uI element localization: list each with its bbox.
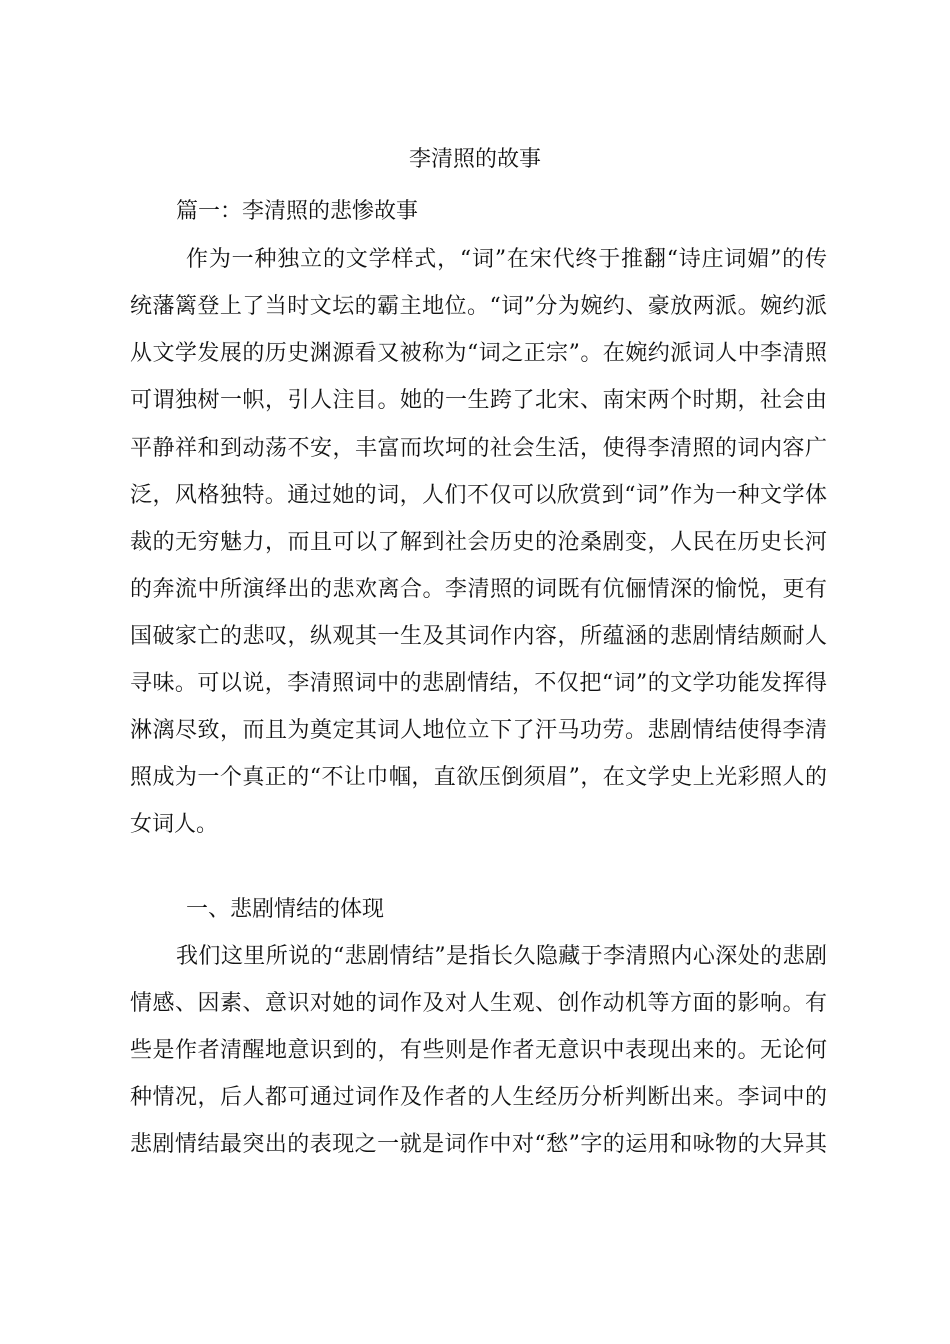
paragraph-line: 女词人。 — [130, 812, 219, 837]
paragraph-line: 些是作者清醒地意识到的，有些则是作者无意识中表现出来的。无论何 — [130, 1038, 827, 1063]
paragraph-line: 统藩篱登上了当时文坛的霸主地位。“词”分为婉约、豪放两派。婉约派 — [130, 294, 827, 319]
paragraph-line: 照成为一个真正的“不让巾帼，直欲压倒须眉”，在文学史上光彩照人的 — [130, 765, 827, 790]
section-heading: 一、悲剧情结的体现 — [186, 897, 385, 922]
paragraph-line: 情感、因素、意识对她的词作及对人生观、创作动机等方面的影响。有 — [130, 991, 827, 1016]
paragraph-line: 泛，风格独特。通过她的词，人们不仅可以欣赏到“词”作为一种文学体 — [130, 483, 827, 508]
paragraph-line: 寻味。可以说，李清照词中的悲剧情结，不仅把“词”的文学功能发挥得 — [130, 671, 827, 696]
paragraph-line: 种情况，后人都可通过词作及作者的人生经历分析判断出来。李词中的 — [130, 1085, 827, 1110]
paragraph-line: 从文学发展的历史渊源看又被称为“词之正宗”。在婉约派词人中李清照 — [130, 341, 827, 366]
paragraph-line: 作为一种独立的文学样式，“词”在宋代终于推翻“诗庄词媚”的传 — [186, 247, 827, 272]
paragraph-line: 淋漓尽致，而且为奠定其词人地位立下了汗马功劳。悲剧情结使得李清 — [130, 718, 827, 743]
paragraph-line: 的奔流中所演绎出的悲欢离合。李清照的词既有伉俪情深的愉悦，更有 — [130, 577, 827, 602]
paragraph-line: 可谓独树一帜，引人注目。她的一生跨了北宋、南宋两个时期，社会由 — [130, 388, 827, 413]
chapter-heading: 篇一：李清照的悲惨故事 — [176, 199, 419, 224]
paragraph-line: 我们这里所说的“悲剧情结”是指长久隐藏于李清照内心深处的悲剧 — [176, 944, 827, 969]
paragraph-line: 裁的无穷魅力，而且可以了解到社会历史的沧桑剧变，人民在历史长河 — [130, 530, 827, 555]
document-title: 李清照的故事 — [408, 147, 541, 172]
paragraph-line: 悲剧情结最突出的表现之一就是词作中对“愁”字的运用和咏物的大异其 — [130, 1132, 827, 1157]
paragraph-line: 平静祥和到动荡不安，丰富而坎坷的社会生活，使得李清照的词内容广 — [130, 436, 827, 461]
paragraph-line: 国破家亡的悲叹，纵观其一生及其词作内容，所蕴涵的悲剧情结颇耐人 — [130, 624, 827, 649]
